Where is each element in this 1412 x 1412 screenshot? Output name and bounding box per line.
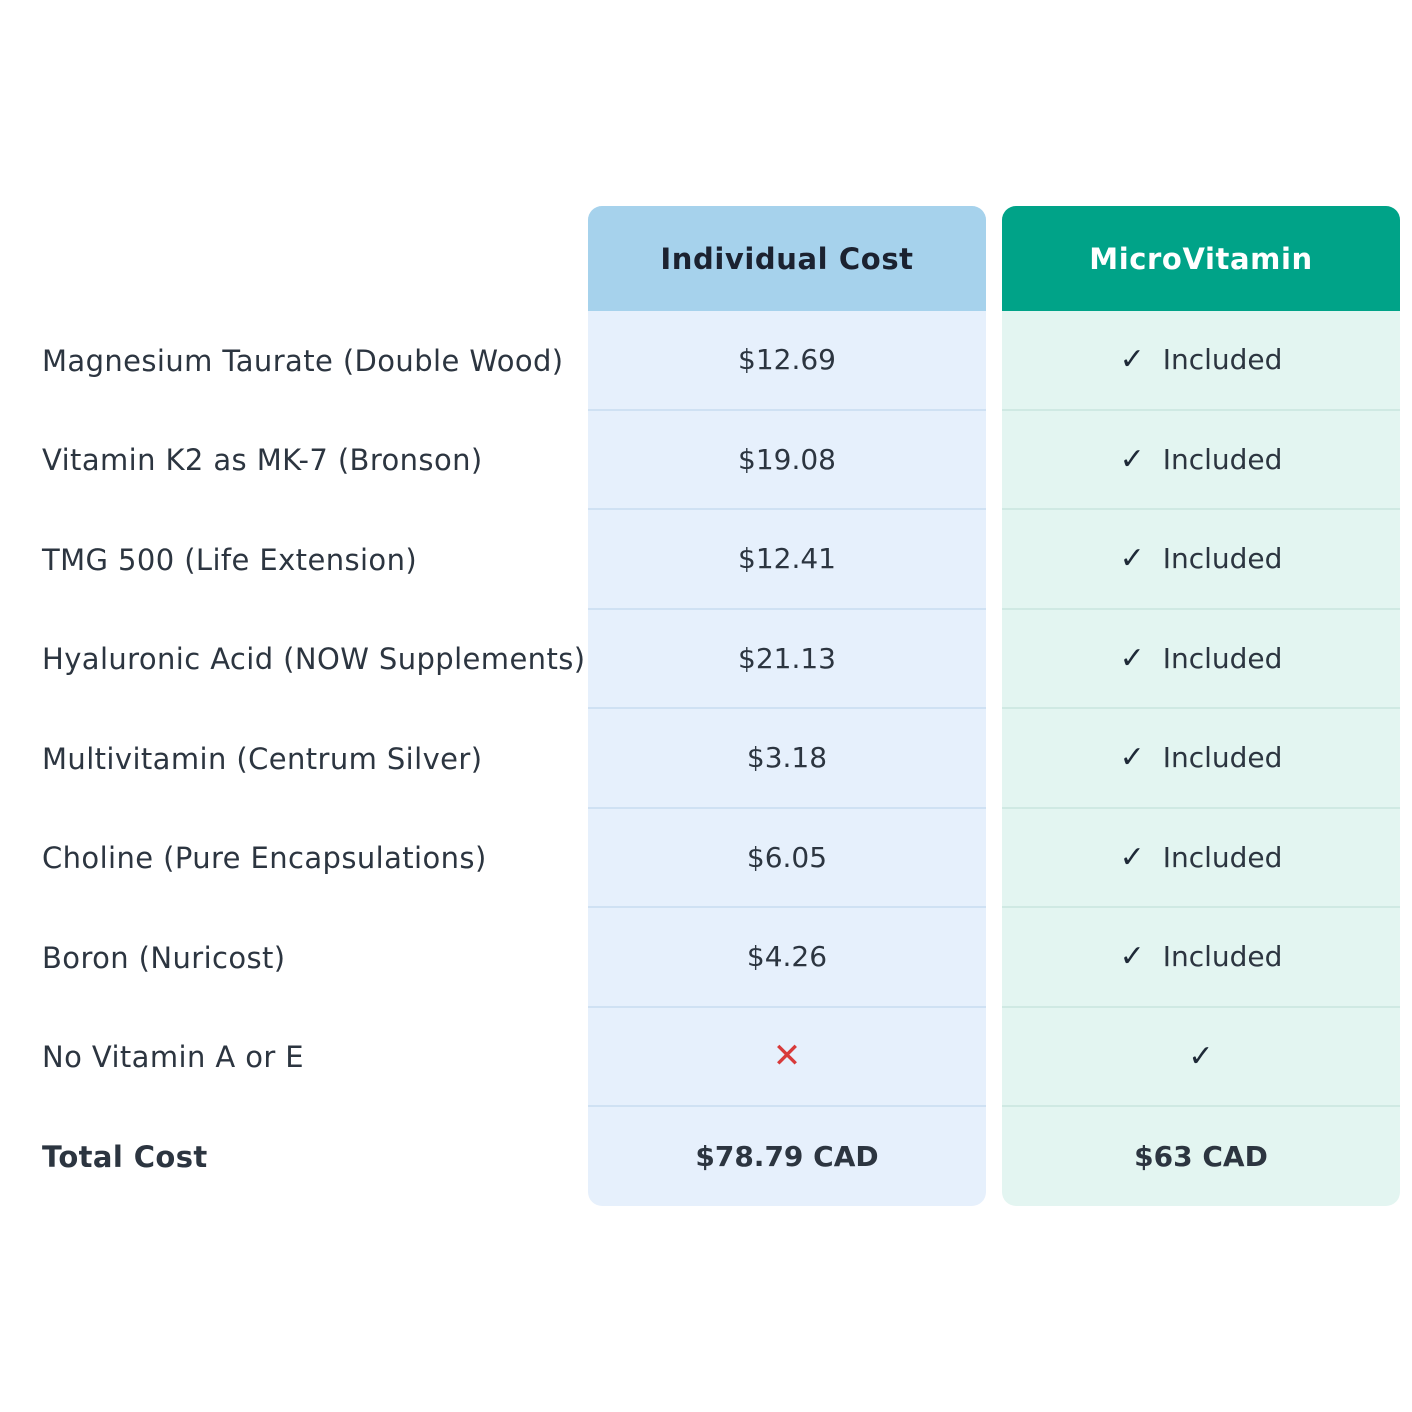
check-icon: ✓	[1119, 342, 1145, 378]
row-label: Boron (Nuricost)	[42, 940, 286, 975]
row-label: Multivitamin (Centrum Silver)	[42, 741, 483, 776]
no-vitamin-individual-cell	[588, 1008, 986, 1108]
microvitamin-column	[1002, 206, 1400, 1206]
individual-price: $12.41	[588, 510, 986, 610]
individual-price: $6.05	[588, 809, 986, 909]
included-text: Included	[1162, 343, 1283, 377]
individual-price: $3.18	[588, 709, 986, 809]
row-label: Hyaluronic Acid (NOW Supplements)	[42, 642, 586, 677]
included-cell	[1002, 908, 1400, 1008]
check-icon: ✓	[1119, 640, 1145, 676]
included-text: Included	[1162, 641, 1283, 675]
included-text: Included	[1162, 741, 1283, 775]
row-label: Vitamin K2 as MK-7 (Bronson)	[42, 443, 483, 478]
row-label: Choline (Pure Encapsulations)	[42, 841, 487, 876]
included-text: Included	[1162, 840, 1283, 874]
included-cell	[1002, 311, 1400, 411]
included-text: Included	[1162, 542, 1283, 576]
included-text: Included	[1162, 940, 1283, 974]
individual-price: $19.08	[588, 411, 986, 511]
individual-price: $12.69	[588, 311, 986, 411]
no-vitamin-micro-cell	[1002, 1008, 1400, 1108]
individual-price: $21.13	[588, 610, 986, 710]
row-label: TMG 500 (Life Extension)	[42, 542, 418, 577]
microvitamin-total: $63 CAD	[1134, 1140, 1268, 1174]
row-label: No Vitamin A or E	[42, 1040, 305, 1075]
microvitamin-header: MicroVitamin	[1002, 206, 1400, 311]
cross-icon: ✕	[772, 1036, 802, 1077]
included-cell	[1002, 709, 1400, 809]
total-cost-label: Total Cost	[42, 1139, 208, 1174]
included-cell	[1002, 809, 1400, 909]
included-cell	[1002, 610, 1400, 710]
check-icon: ✓	[1188, 1038, 1214, 1074]
check-icon: ✓	[1119, 441, 1145, 477]
individual-cost-header: Individual Cost	[588, 206, 986, 311]
check-icon: ✓	[1119, 939, 1145, 975]
check-icon: ✓	[1119, 740, 1145, 776]
individual-price: $4.26	[588, 908, 986, 1008]
row-labels	[42, 311, 586, 1207]
individual-cost-column	[588, 206, 986, 1206]
included-text: Included	[1162, 442, 1283, 476]
check-icon: ✓	[1119, 541, 1145, 577]
check-icon: ✓	[1119, 839, 1145, 875]
individual-total: $78.79 CAD	[695, 1140, 879, 1174]
included-cell	[1002, 411, 1400, 511]
row-label: Magnesium Taurate (Double Wood)	[42, 343, 564, 378]
included-cell	[1002, 510, 1400, 610]
